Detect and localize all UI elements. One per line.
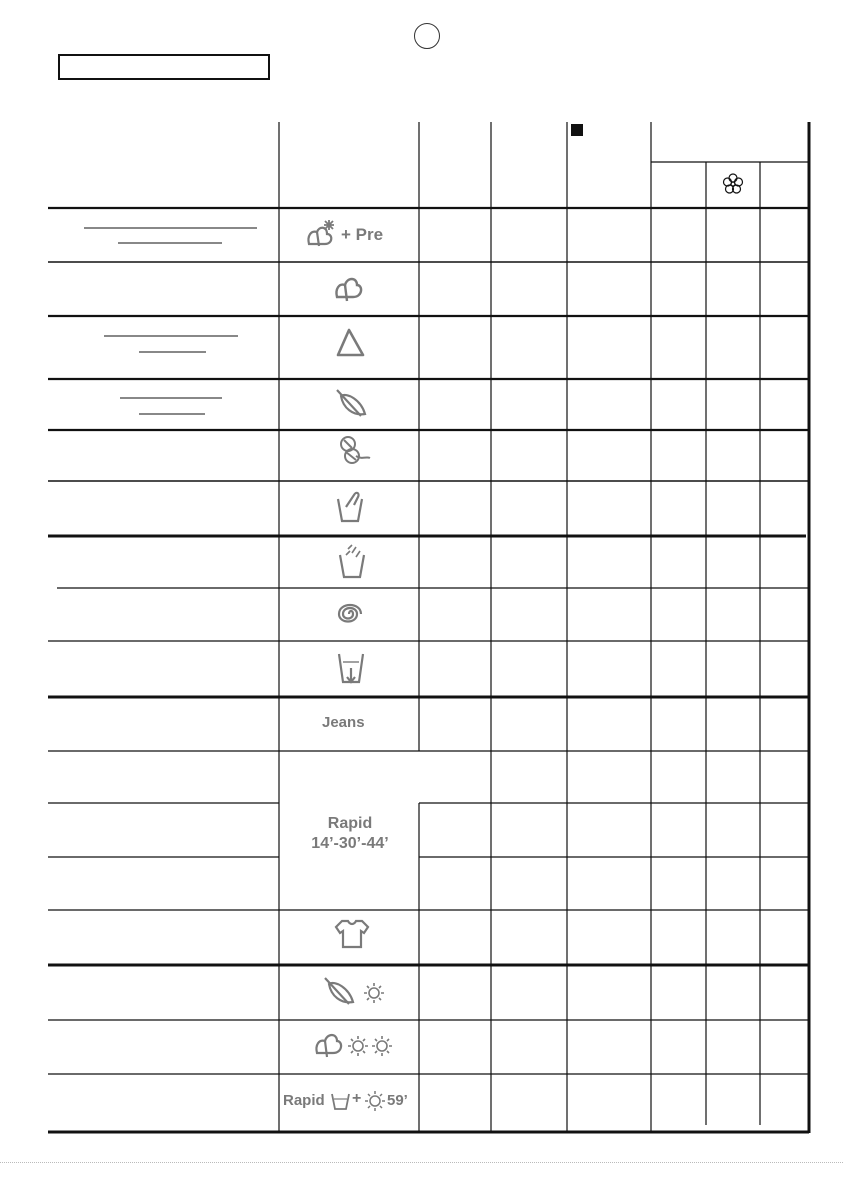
rapid-label [280, 814, 420, 854]
rapid-label-line1: Rapid [327, 815, 373, 832]
synthetics-triangle-icon [338, 330, 363, 355]
rinse-icon [340, 545, 364, 577]
delicates-feather-icon [337, 390, 365, 416]
page-footer-dots [0, 1162, 843, 1163]
jeans-label: Jeans [322, 714, 365, 731]
spin-icon [339, 605, 361, 622]
feather-dry-icon [325, 978, 384, 1004]
flower-icon [724, 174, 743, 193]
hand-wash-icon [338, 493, 362, 521]
shirt-icon [336, 921, 368, 947]
wool-yarn-icon [341, 437, 370, 463]
header-square-icon [571, 124, 583, 136]
drain-icon [339, 654, 363, 682]
cotton-icon [336, 279, 361, 301]
cotton-prewash-icon [308, 220, 334, 246]
rapid-59-label-end: 59’ [387, 1092, 408, 1109]
rapid-59-plus: + [352, 1090, 362, 1107]
cotton-dry-icon [316, 1035, 392, 1057]
rapid-label-line2: 14’-30’-44’ [311, 835, 389, 852]
prewash-label: + Pre [341, 225, 384, 244]
rapid-59-label-start: Rapid [283, 1092, 325, 1109]
